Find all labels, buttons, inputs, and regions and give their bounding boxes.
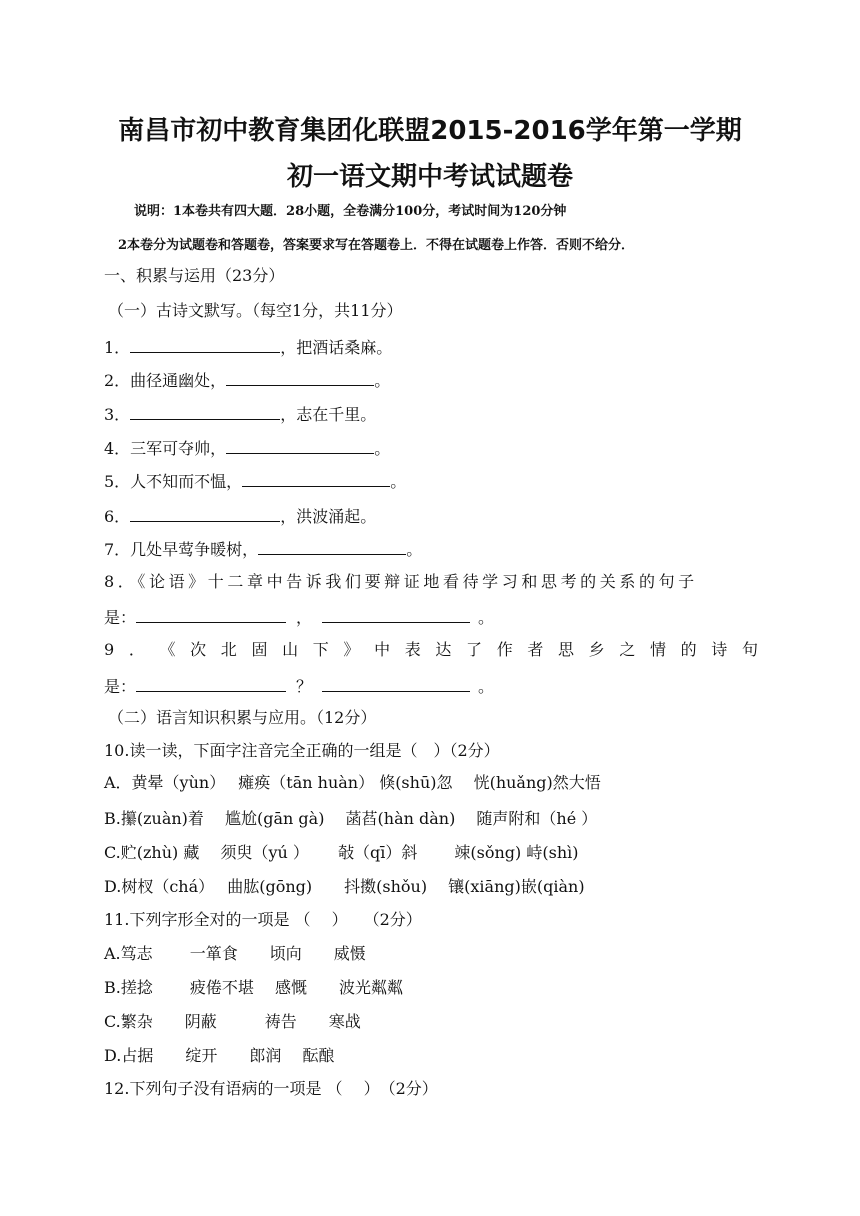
q9-char: 固 xyxy=(251,640,268,659)
question-6 xyxy=(104,505,376,527)
question-11-option-a: A.笃志 一箪食 顷向 威慑 xyxy=(104,944,366,963)
answer-blank xyxy=(130,505,280,522)
question-2-suffix: 。 xyxy=(374,371,391,390)
question-10-option-b: B.攥(zuàn)着 尴尬(gān gà) 菡萏(hàn dàn) 随声附和（hé ） xyxy=(104,809,598,828)
answer-blank xyxy=(130,403,280,420)
q9-char: 之 xyxy=(619,640,636,659)
answer-blank xyxy=(322,606,470,623)
question-6-suffix: ，洪波涌起。 xyxy=(280,507,377,526)
answer-blank xyxy=(322,675,470,692)
question-2-prefix: 2．曲径通幽处， xyxy=(104,371,227,390)
question-8-line1 xyxy=(104,572,758,592)
q9-char: 作 xyxy=(496,640,513,659)
part2-heading: （二）语言知识积累与应用。（12分） xyxy=(108,708,377,727)
question-10-option-c: C.贮(zhù) 藏 须臾（yú ） 敧（qī）斜 竦(sǒng) 峙(shì) xyxy=(104,843,579,862)
question-11: 11.下列字形全对的一项是 （ ） （2分） xyxy=(104,910,422,929)
answer-blank xyxy=(130,336,280,353)
question-1-suffix: ，把酒话桑麻。 xyxy=(280,338,393,357)
question-11-option-c: C.繁杂 阴蔽 祷告 寒战 xyxy=(104,1012,361,1031)
q9-char: 次 xyxy=(190,640,207,659)
question-5-prefix: 5．人不知而不愠， xyxy=(104,472,243,491)
question-10-option-a: A．黄晕（yùn） 瘫痪（tān huàn） 倏(shū)忽 恍(huǎng)然大悟 xyxy=(104,773,601,792)
q9-char: 中 xyxy=(374,640,391,659)
q9-char: 表 xyxy=(404,640,421,659)
q9-char: 山 xyxy=(282,640,299,659)
instruction-note-2: 2本卷分为试题卷和答题卷，答案要求写在答题卷上．不得在试题卷上作答．否则不给分． xyxy=(118,238,635,253)
exam-title-line2: 初一语文期中考试试题卷 xyxy=(286,162,573,192)
question-11-option-b: B.搓捻 疲倦不堪 感慨 波光粼粼 xyxy=(104,978,404,997)
question-12: 12.下列句子没有语病的一项是 （ ） （2分） xyxy=(104,1079,438,1098)
question-8-mid: ， xyxy=(296,608,313,627)
q9-char: 者 xyxy=(527,640,544,659)
question-1-prefix: 1． xyxy=(104,338,131,357)
question-2 xyxy=(104,369,390,391)
q9-char: 了 xyxy=(466,640,483,659)
q9-char: 9 xyxy=(104,640,115,659)
question-9-prefix: 是： xyxy=(104,677,137,696)
question-3-suffix: ，志在千里。 xyxy=(280,405,377,424)
section-heading: 一、积累与运用（23分） xyxy=(104,266,285,285)
question-3 xyxy=(104,403,376,425)
answer-blank xyxy=(226,437,374,454)
exam-title-line1: 南昌市初中教育集团化联盟2015-2016学年第一学期 xyxy=(118,116,742,146)
question-7-suffix: 。 xyxy=(406,540,423,559)
instruction-note-1: 说明：1本卷共有四大题．28小题，全卷满分100分，考试时间为120分钟 xyxy=(134,204,567,219)
question-9-mid: ？ xyxy=(296,677,313,696)
answer-blank xyxy=(226,369,374,386)
question-7 xyxy=(104,538,422,560)
q9-char: 》 xyxy=(343,640,360,659)
q9-char: 句 xyxy=(741,640,758,659)
part1-heading: （一）古诗文默写。（每空1分，共11分） xyxy=(108,301,403,320)
q9-char: 达 xyxy=(435,640,452,659)
question-5-suffix: 。 xyxy=(390,472,407,491)
question-10-option-d: D.树杈（chá） 曲肱(gōng) 抖擞(shǒu) 镶(xiāng)嵌(qiàn) xyxy=(104,877,585,896)
question-9-line1 xyxy=(104,640,758,660)
question-8-line2 xyxy=(104,606,494,628)
answer-blank xyxy=(136,675,286,692)
question-5 xyxy=(104,470,406,492)
question-8-suffix: 。 xyxy=(478,608,495,627)
question-9-line2 xyxy=(104,675,494,697)
answer-blank xyxy=(242,470,390,487)
q9-char: 的 xyxy=(680,640,697,659)
answer-blank xyxy=(136,606,286,623)
question-6-prefix: 6． xyxy=(104,507,131,526)
question-11-option-d: D.占据 绽开 郎润 酝酿 xyxy=(104,1046,335,1065)
q9-char: 乡 xyxy=(588,640,605,659)
question-4-prefix: 4．三军可夺帅， xyxy=(104,439,227,458)
q9-char: 《 xyxy=(159,640,176,659)
q9-char: 北 xyxy=(220,640,237,659)
question-4-suffix: 。 xyxy=(374,439,391,458)
q9-char: 思 xyxy=(558,640,575,659)
q9-char: 诗 xyxy=(711,640,728,659)
question-8-prefix: 是： xyxy=(104,608,137,627)
question-10: 10.读一读，下面字注音完全正确的一组是（ ）（2分） xyxy=(104,741,500,760)
answer-blank xyxy=(258,538,406,555)
question-9-suffix: 。 xyxy=(478,677,495,696)
question-3-prefix: 3． xyxy=(104,405,131,424)
question-8-text: 8．《论语》十二章中告诉我们要辩证地看待学习和思考的关系的句子 xyxy=(104,572,698,591)
question-1 xyxy=(104,336,392,358)
q9-char: 情 xyxy=(649,640,666,659)
q9-char: 下 xyxy=(312,640,329,659)
question-4 xyxy=(104,437,390,459)
q9-char: ． xyxy=(128,640,145,659)
question-7-prefix: 7．几处早莺争暖树， xyxy=(104,540,259,559)
